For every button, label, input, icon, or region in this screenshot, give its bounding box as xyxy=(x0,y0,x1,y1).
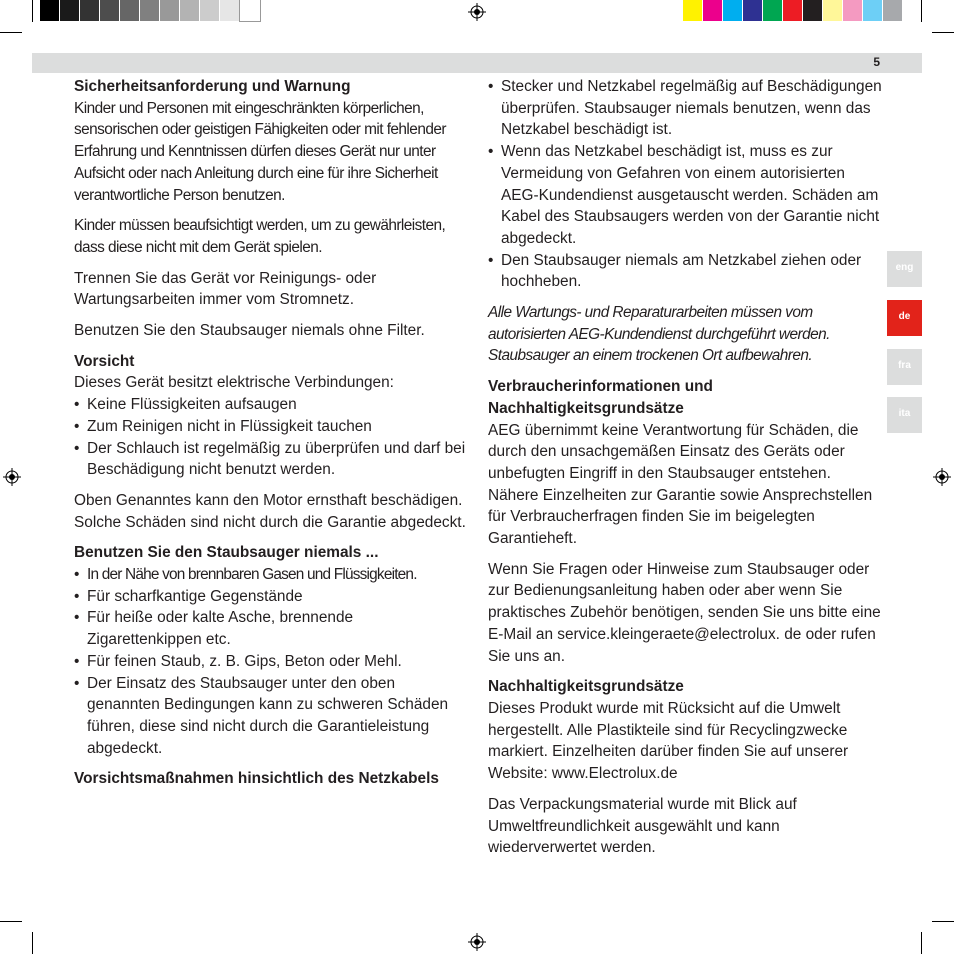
italic-note: Alle Wartungs- und Reparaturarbeiten müssen vom autorisierten AEG-Kundendienst durchgeführt werden. Staubsauger an einem trockenen Ort aufbewahren. xyxy=(488,304,830,365)
section-heading-caution: Vorsicht xyxy=(74,352,135,370)
list-item: • Zum Reinigen nicht in Flüssigkeit tauchen xyxy=(74,416,468,438)
registration-mark-icon xyxy=(468,933,486,951)
color-swatch xyxy=(140,0,160,21)
crop-mark xyxy=(932,32,954,33)
language-tab-de[interactable]: de xyxy=(887,300,922,336)
paragraph: Benutzen Sie den Staubsauger niemals ohne Filter. xyxy=(74,322,425,340)
list-item: • Keine Flüssigkeiten aufsaugen xyxy=(74,394,468,416)
list-item: • Wenn das Netzkabel beschädigt ist, muss es zur Vermeidung von Gefahren von einem autorisierten AEG-Kundendienst ausgetauscht werden. Schäden am Kabel des Staubsaugers werden von der Garantie nicht abgedeckt. xyxy=(488,141,884,250)
list-item: • In der Nähe von brennbaren Gasen und Flüssigkeiten. xyxy=(74,564,468,586)
paragraph: AEG übernimmt keine Verantwortung für Schäden, die durch den unsachgemäßen Einsatz des Geräts oder unbefugten Eingriff in den Staubsauger entstehen. Nähere Einzelheiten zur Garantie sowie Ansprechstellen für Verbraucherfragen finden Sie im beigelegten Garantieheft. xyxy=(488,421,873,548)
paragraph: Das Verpackungsmaterial wurde mit Blick auf Umweltfreundlichkeit ausgewählt und kann wiederverwertet werden. xyxy=(488,795,797,857)
color-swatch xyxy=(723,0,743,21)
registration-mark-icon xyxy=(933,468,951,486)
color-swatch xyxy=(80,0,100,21)
color-swatch xyxy=(220,0,240,21)
paragraph: Kinder müssen beaufsichtigt werden, um zu gewährleisten, dass diese nicht mit dem Gerät spielen. xyxy=(74,217,446,256)
page-header-bar xyxy=(32,53,922,73)
list-item: • Für heiße oder kalte Asche, brennende Zigarettenkippen etc. xyxy=(74,607,468,650)
color-swatch xyxy=(180,0,200,21)
list-item: • Stecker und Netzkabel regelmäßig auf Beschädigungen überprüfen. Staubsauger niemals benutzen, wenn das Netzkabel beschädigt ist. xyxy=(488,76,884,141)
bullet-list-never-use xyxy=(74,564,468,759)
page-number: 5 xyxy=(873,55,880,69)
crop-mark xyxy=(0,32,22,33)
crop-mark xyxy=(921,932,922,954)
section-heading-consumer-info: Verbraucherinformationen und Nachhaltigkeitsgrundsätze xyxy=(488,378,713,417)
paragraph: Trennen Sie das Gerät vor Reinigungs- oder Wartungsarbeiten immer vom Stromnetz. xyxy=(74,269,377,309)
paragraph: Kinder und Personen mit eingeschränkten körperlichen, sensorischen oder geistigen Fähigkeiten oder mit fehlender Erfahrung und Kenntnissen dürfen dieses Gerät nur unter Aufsicht oder nach Anleitung durch eine für ihre Sicherheit verantwortliche Person benutzen. xyxy=(74,99,446,204)
color-swatch xyxy=(763,0,783,21)
color-swatch xyxy=(683,0,703,21)
section-heading-sustainability: Nachhaltigkeitsgrundsätze xyxy=(488,678,684,696)
language-tab-fra[interactable]: fra xyxy=(887,349,922,385)
color-swatch xyxy=(863,0,883,21)
registration-mark-icon xyxy=(468,3,486,21)
crop-mark xyxy=(32,932,33,954)
color-swatch xyxy=(120,0,140,21)
language-tab-eng[interactable]: eng xyxy=(887,251,922,287)
language-tab-ita[interactable]: ita xyxy=(887,397,922,433)
color-swatch xyxy=(240,0,260,21)
color-swatch xyxy=(783,0,803,21)
right-column xyxy=(488,76,884,868)
color-swatch xyxy=(823,0,843,21)
registration-mark-icon xyxy=(3,468,21,486)
bullet-list-power-cord xyxy=(488,76,884,293)
color-swatch xyxy=(100,0,120,21)
list-item: • Für feinen Staub, z. B. Gips, Beton oder Mehl. xyxy=(74,651,468,673)
color-swatch xyxy=(843,0,863,21)
color-swatch xyxy=(803,0,823,21)
section-heading-never-use: Benutzen Sie den Staubsauger niemals ... xyxy=(74,544,379,562)
left-column xyxy=(74,76,468,790)
color-swatch xyxy=(160,0,180,21)
grayscale-color-bar xyxy=(40,0,260,21)
list-item: • Für scharfkantige Gegenstände xyxy=(74,586,468,608)
color-swatch xyxy=(40,0,60,21)
bullet-list-caution xyxy=(74,394,468,481)
section-heading-safety: Sicherheitsanforderung und Warnung xyxy=(74,78,351,95)
color-swatch xyxy=(200,0,220,21)
list-item: • Den Staubsauger niemals am Netzkabel ziehen oder hochheben. xyxy=(488,250,884,293)
crop-mark xyxy=(32,0,33,22)
paragraph: Dieses Produkt wurde mit Rücksicht auf die Umwelt hergestellt. Alle Plastikteile sind für Recyclingzwecke markiert. Einzelheiten darüber finden Sie auf unserer Website: www.Electrolux.de xyxy=(488,699,849,783)
color-swatch xyxy=(883,0,903,21)
color-swatch xyxy=(60,0,80,21)
paragraph: Dieses Gerät besitzt elektrische Verbindungen: xyxy=(74,374,394,392)
color-swatch xyxy=(743,0,763,21)
crop-mark xyxy=(932,921,954,922)
crop-mark xyxy=(921,0,922,22)
color-swatch xyxy=(703,0,723,21)
paragraph: Oben Genanntes kann den Motor ernsthaft beschädigen. Solche Schäden sind nicht durch die Garantie abgedeckt. xyxy=(74,491,466,531)
section-heading-power-cord: Vorsichtsmaßnahmen hinsichtlich des Netzkabels xyxy=(74,770,439,788)
process-color-bar xyxy=(683,0,903,21)
crop-mark xyxy=(0,921,22,922)
list-item: • Der Schlauch ist regelmäßig zu überprüfen und darf bei Beschädigung nicht benutzt werden. xyxy=(74,438,468,481)
paragraph: Wenn Sie Fragen oder Hinweise zum Staubsauger oder zur Bedienungsanleitung haben oder aber wenn Sie praktisches Zubehör benötigen, senden Sie uns bitte eine E-Mail an service.kleingeraete@electrolux. de oder rufen Sie uns an. xyxy=(488,560,881,665)
list-item: • Der Einsatz des Staubsauger unter den oben genannten Bedingungen kann zu schweren Schäden führen, diese sind nicht durch die Garantieleistung abgedeckt. xyxy=(74,673,468,760)
